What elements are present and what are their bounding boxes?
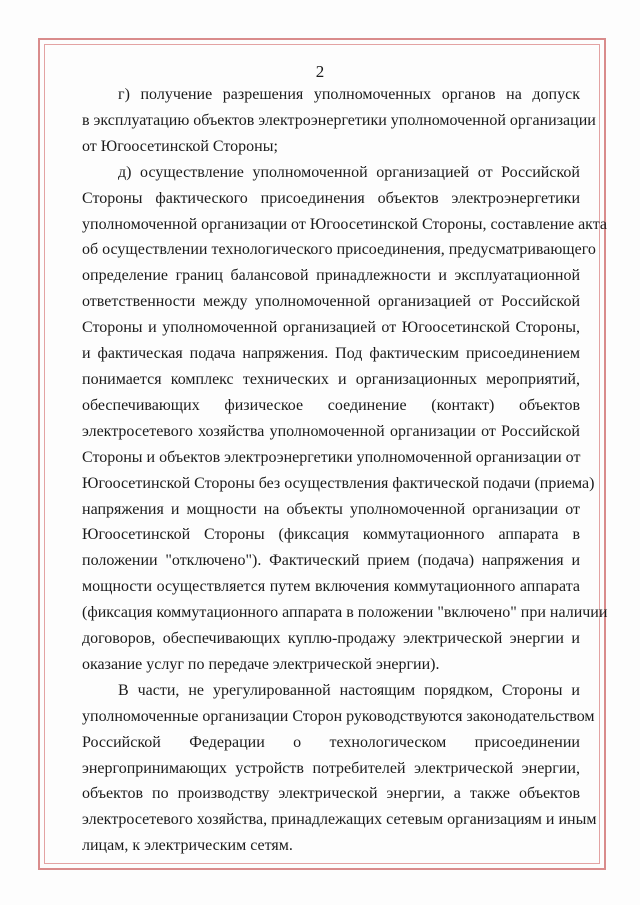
text-line: г) получение разрешения уполномоченных органов на допуск bbox=[118, 86, 580, 103]
text-line: обеспечивающих физическое соединение (контакт) объектов bbox=[82, 396, 580, 414]
text-line: лицам, к электрическим сетям. bbox=[82, 837, 293, 855]
text-line: и фактическая подача напряжения. Под фактическим присоединением bbox=[82, 345, 580, 363]
text-line: (фиксация коммутационного аппарата в положении "включено" при наличии bbox=[82, 604, 608, 622]
text-line: Российской Федерации о технологическом присоединении bbox=[82, 733, 580, 751]
text-line: Стороны и уполномоченной организацией от Югоосетинской Стороны, bbox=[82, 319, 580, 337]
text-line: электросетевого хозяйства уполномоченной организации от Российской bbox=[82, 422, 580, 440]
text-line: напряжения и мощности на объекты уполномоченной организации от bbox=[82, 500, 580, 518]
text-line: определение границ балансовой принадлежности и эксплуатационной bbox=[82, 267, 580, 285]
text-line: об осуществлении технологического присоединения, предусматривающего bbox=[82, 241, 596, 259]
text-line: Стороны и объектов электроэнергетики уполномоченной организации от bbox=[82, 448, 581, 466]
text-line: Югоосетинской Стороны (фиксация коммутационного аппарата в bbox=[82, 526, 580, 544]
text-line: Югоосетинской Стороны без осуществления фактической подачи (приема) bbox=[82, 474, 595, 492]
text-line: от Югоосетинской Стороны; bbox=[82, 137, 278, 155]
document-body bbox=[82, 82, 608, 859]
text-line: Стороны фактического присоединения объектов электроэнергетики bbox=[82, 189, 580, 207]
text-line: договоров, обеспечивающих куплю-продажу электрической энергии и bbox=[82, 630, 580, 648]
text-line: положении "отключено"). Фактический прием (подача) напряжения и bbox=[82, 552, 580, 570]
text-line: энергопринимающих устройств потребителей электрической энергии, bbox=[82, 759, 580, 777]
text-line: ответственности между уполномоченной организацией от Российской bbox=[82, 293, 580, 311]
text-line: оказание услуг по передаче электрической энергии). bbox=[82, 655, 440, 673]
text-line: электросетевого хозяйства, принадлежащих сетевым организациям и иным bbox=[82, 811, 597, 829]
text-line: В части, не урегулированной настоящим порядком, Стороны и bbox=[118, 681, 580, 699]
text-line: д) осуществление уполномоченной организацией от Российской bbox=[118, 163, 580, 181]
text-line: мощности осуществляется путем включения коммутационного аппарата bbox=[82, 578, 580, 596]
text-line: уполномоченной организации от Югоосетинской Стороны, составление акта bbox=[82, 215, 608, 233]
paragraph-d bbox=[82, 160, 608, 678]
page-number: 2 bbox=[315, 62, 325, 81]
text-line: уполномоченные организации Сторон руководствуются законодательством bbox=[82, 707, 595, 725]
paragraph-final bbox=[82, 678, 597, 859]
paragraph-g bbox=[82, 82, 596, 160]
text-line: понимается комплекс технических и организационных мероприятий, bbox=[82, 370, 580, 388]
text-line: в эксплуатацию объектов электроэнергетики уполномоченной организации bbox=[82, 111, 596, 129]
text-line: объектов по производству электрической энергии, а также объектов bbox=[82, 785, 580, 803]
